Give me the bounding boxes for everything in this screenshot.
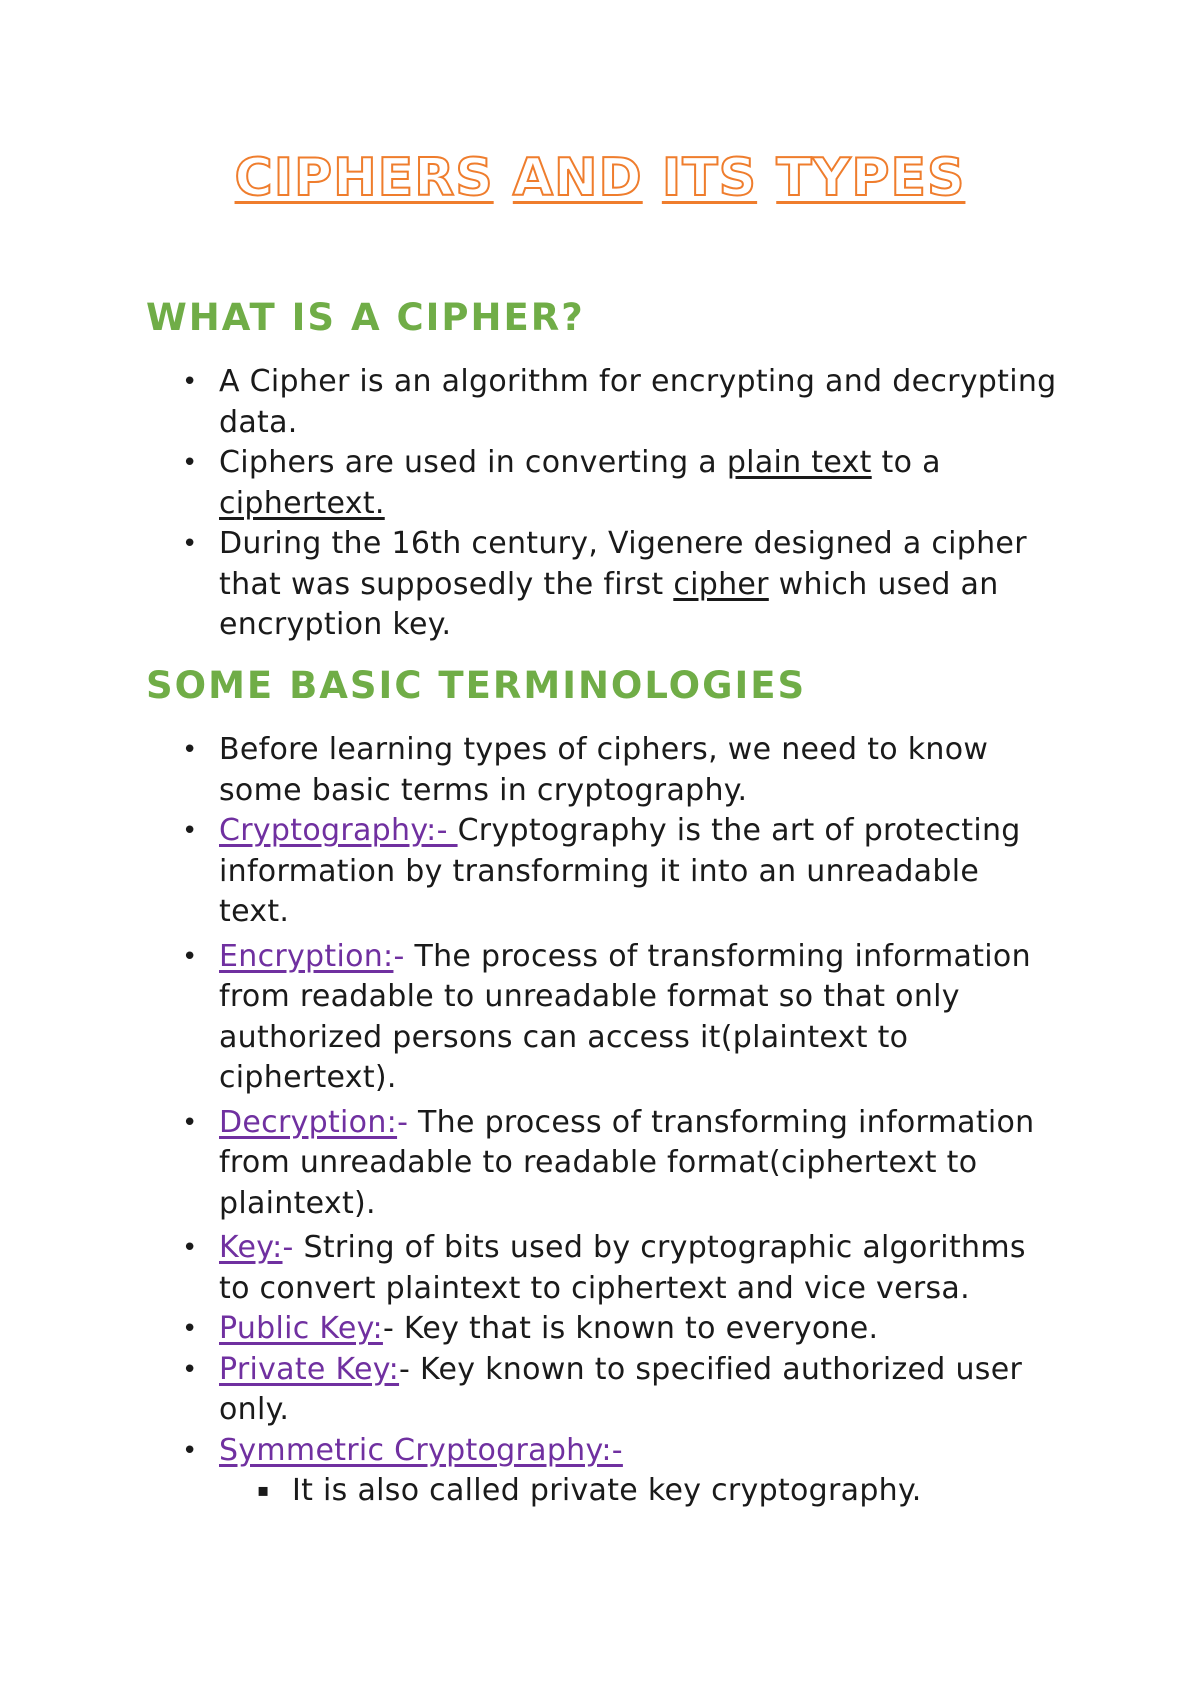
sub-list-item-text: It is also called private key cryptography.	[292, 1473, 922, 1508]
list-item	[0, 1431, 1059, 1512]
term-dash: -	[397, 1104, 409, 1140]
list-item	[0, 443, 1059, 524]
title-word: CIPHERS	[234, 148, 494, 208]
term-decryption[interactable]: Decryption:	[219, 1104, 398, 1140]
bullet-dot-icon: •	[182, 367, 198, 397]
list-item	[0, 1103, 1059, 1225]
list-item	[0, 1309, 1059, 1350]
bullet-dot-icon: •	[182, 735, 198, 765]
bullet-dot-icon: •	[182, 448, 198, 478]
bullet-dot-icon: •	[182, 1314, 198, 1344]
title-word: ITS	[661, 148, 758, 208]
term-cryptography[interactable]: Cryptography:-	[219, 813, 458, 848]
term-key[interactable]: Key:	[219, 1230, 283, 1265]
term-description: The process of transforming information from readable to unreadable format so that only authorized persons can access it(plaintext to ciphertext).	[219, 938, 1031, 1095]
ciphertext-link[interactable]: ciphertext.	[219, 485, 385, 521]
bullet-dot-icon: •	[182, 529, 198, 559]
term-description: String of bits used by cryptographic algorithms to convert plaintext to ciphertext and vice versa.	[219, 1230, 1026, 1306]
list-item-text: which used an encryption key.	[219, 566, 999, 642]
term-private-key[interactable]: Private Key:	[219, 1351, 400, 1387]
section-heading-terminologies: SOME BASIC TERMINOLOGIES	[146, 664, 807, 707]
list-item	[0, 1350, 1059, 1431]
term-dash: -	[282, 1230, 294, 1265]
list-item	[0, 937, 1059, 1099]
list-item	[0, 524, 1059, 646]
terminology-list	[0, 730, 1100, 1516]
sub-list	[219, 1471, 1059, 1512]
document-title	[0, 148, 1200, 208]
list-item-text: During the 16th century, Vigenere designed a cipher that was supposedly the first	[219, 526, 1027, 602]
title-word: AND	[512, 148, 643, 208]
square-bullet-icon: ▪	[257, 1480, 270, 1501]
term-public-key[interactable]: Public Key:	[219, 1311, 383, 1346]
cipher-link[interactable]: cipher	[673, 566, 769, 602]
term-description: The process of transforming information from unreadable to readable format(ciphertext to plaintext).	[219, 1104, 1035, 1221]
list-item	[0, 811, 1059, 933]
bullet-dot-icon: •	[182, 816, 198, 846]
plain-text-link[interactable]: plain text	[726, 445, 872, 480]
list-item	[0, 362, 1059, 443]
term-encryption[interactable]: Encryption:	[219, 938, 394, 974]
bullet-dot-icon: •	[182, 1435, 198, 1466]
section-heading-what-is-cipher: WHAT IS A CIPHER?	[146, 296, 585, 339]
bullet-dot-icon: •	[182, 1354, 198, 1385]
list-item-text: A Cipher is an algorithm for encrypting and decrypting data.	[219, 364, 1057, 440]
cipher-definition-list	[0, 362, 1100, 646]
title-word: TYPES	[776, 148, 966, 208]
bullet-dot-icon: •	[182, 1107, 198, 1138]
list-item	[0, 1228, 1059, 1309]
list-item-text: Before learning types of ciphers, we need to know some basic terms in cryptography.	[219, 732, 989, 808]
list-item	[0, 730, 1059, 811]
term-symmetric-cryptography[interactable]: Symmetric Cryptography:-	[219, 1432, 623, 1468]
sub-list-item	[219, 1471, 1092, 1512]
list-item-text: Ciphers are used in converting a	[219, 445, 727, 480]
term-dash: -	[393, 938, 405, 974]
term-description: - Key that is known to everyone.	[382, 1311, 879, 1346]
term-description: - Key known to specified authorized user only.	[219, 1351, 1023, 1427]
bullet-dot-icon: •	[182, 941, 198, 972]
list-item-text: to a	[871, 445, 941, 480]
bullet-dot-icon: •	[182, 1233, 198, 1263]
term-description: Cryptography is the art of protecting information by transforming it into an unreadable text.	[219, 813, 1021, 929]
